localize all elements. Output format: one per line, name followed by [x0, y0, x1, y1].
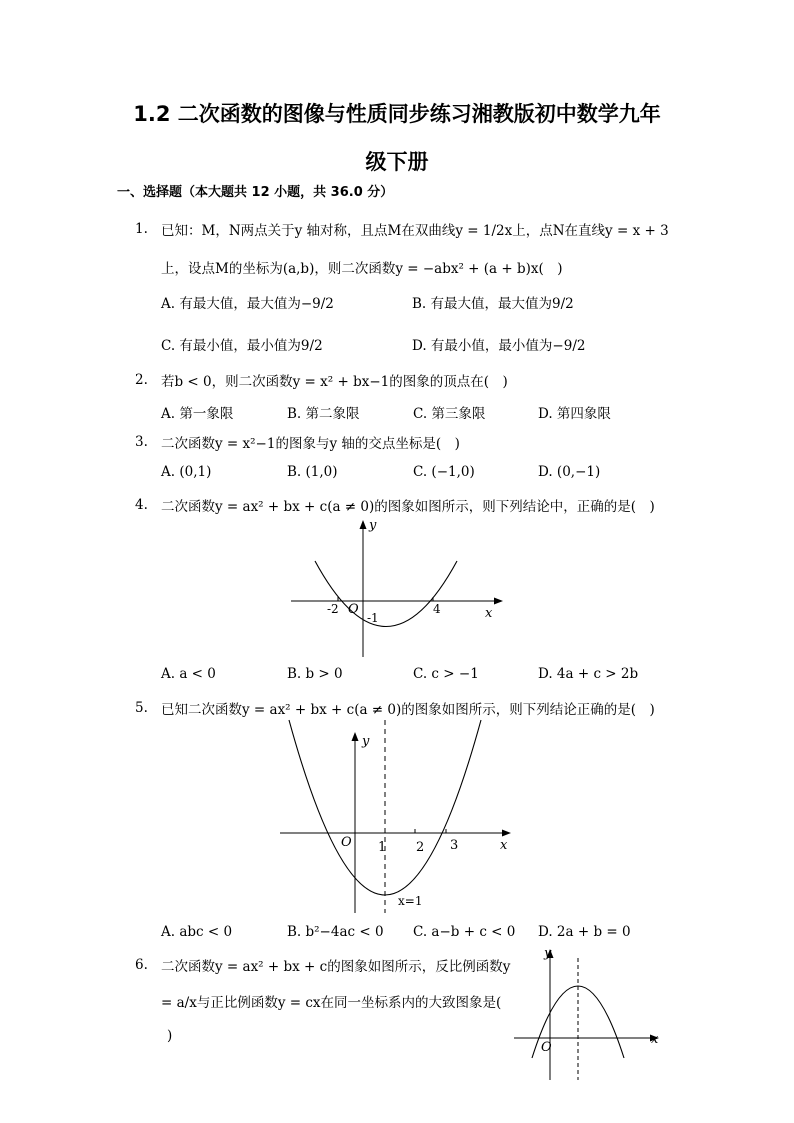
q1-stem-line1: 已知：M，N两点关于y 轴对称，且点M在双曲线y = 1/2x上，点N在直线y = x + 3: [161, 223, 669, 239]
q1-option-d[interactable]: D. 有最小值，最小值为−9/2: [412, 338, 586, 354]
q3-option-d[interactable]: D. (0,−1): [538, 464, 601, 480]
q6-parabola-figure: [510, 940, 670, 1085]
q4-y-axis-label: y: [369, 518, 377, 533]
q5-option-d[interactable]: D. 2a + b = 0: [538, 924, 631, 940]
q5-y-axis-label: y: [362, 734, 370, 749]
q2-stem: 若b < 0，则二次函数y = x² + bx−1的图象的顶点在( ): [161, 374, 508, 390]
q5-axis-of-symmetry-label: x=1: [398, 894, 423, 908]
q5-option-c[interactable]: C. a−b + c < 0: [413, 924, 516, 940]
q4-tick-4: 4: [433, 602, 441, 616]
q4-stem: 二次函数y = ax² + bx + c(a ≠ 0)的图象如图所示，则下列结论中，正确的是( ): [161, 499, 655, 515]
q2-option-c[interactable]: C. 第三象限: [413, 406, 486, 422]
q6-y-axis-label: y: [544, 946, 552, 961]
q5-tick-2: 2: [416, 840, 425, 855]
q5-tick-1: 1: [378, 840, 387, 855]
q5-option-b[interactable]: B. b²−4ac < 0: [287, 924, 384, 940]
q6-origin-label: O: [541, 1040, 552, 1055]
q2-number: 2.: [135, 372, 148, 388]
q1-number: 1.: [135, 221, 148, 237]
q5-tick-3: 3: [450, 838, 459, 853]
q4-x-axis-label: x: [485, 606, 493, 621]
q3-number: 3.: [135, 434, 148, 450]
q1-option-a[interactable]: A. 有最大值，最大值为−9/2: [161, 296, 334, 312]
q5-number: 5.: [135, 700, 148, 716]
q5-stem: 已知二次函数y = ax² + bx + c(a ≠ 0)的图象如图所示，则下列结论正确的是( ): [161, 702, 655, 718]
q5-x-axis-label: x: [500, 838, 508, 853]
q6-stem-line2: = a/x与正比例函数y = cx在同一坐标系内的大致图象是(: [161, 995, 502, 1011]
q3-option-b[interactable]: B. (1,0): [287, 464, 338, 480]
q4-tick-minus2: -2: [327, 602, 339, 616]
q4-option-d[interactable]: D. 4a + c > 2b: [538, 666, 639, 682]
section-heading: 一、选择题（本大题共 12 小题，共 36.0 分）: [117, 185, 394, 200]
q1-option-b[interactable]: B. 有最大值，最大值为9/2: [412, 296, 574, 312]
q2-option-d[interactable]: D. 第四象限: [538, 406, 611, 422]
q4-origin-label: O: [348, 602, 359, 617]
q6-number: 6.: [135, 957, 148, 973]
q5-parabola-figure: [278, 715, 518, 915]
q3-option-a[interactable]: A. (0,1): [161, 464, 212, 480]
q3-stem: 二次函数y = x²−1的图象与y 轴的交点坐标是( ): [161, 436, 460, 452]
q4-parabola-figure: [285, 515, 510, 660]
q6-stem-line1: 二次函数y = ax² + bx + c的图象如图所示，反比例函数y: [161, 959, 511, 975]
q2-option-a[interactable]: A. 第一象限: [161, 406, 234, 422]
q4-number: 4.: [135, 497, 148, 513]
q4-option-a[interactable]: A. a < 0: [161, 666, 216, 682]
q6-x-axis-label: x: [651, 1032, 659, 1047]
q4-option-b[interactable]: B. b > 0: [287, 666, 343, 682]
q1-stem-line2: 上，设点M的坐标为(a,b)，则二次函数y = −abx² + (a + b)x( ): [161, 261, 563, 277]
q1-option-c[interactable]: C. 有最小值，最小值为9/2: [161, 338, 323, 354]
q5-option-a[interactable]: A. abc < 0: [161, 924, 233, 940]
q4-tick-minus1: -1: [367, 611, 379, 625]
q2-option-b[interactable]: B. 第二象限: [287, 406, 360, 422]
q5-origin-label: O: [341, 835, 352, 850]
q4-option-c[interactable]: C. c > −1: [413, 666, 479, 682]
q6-stem-line3: ): [167, 1028, 173, 1044]
q3-option-c[interactable]: C. (−1,0): [413, 464, 475, 480]
doc-title-line2: 级下册: [365, 150, 429, 174]
doc-title-line1: 1.2 二次函数的图像与性质同步练习湘教版初中数学九年: [133, 102, 661, 126]
